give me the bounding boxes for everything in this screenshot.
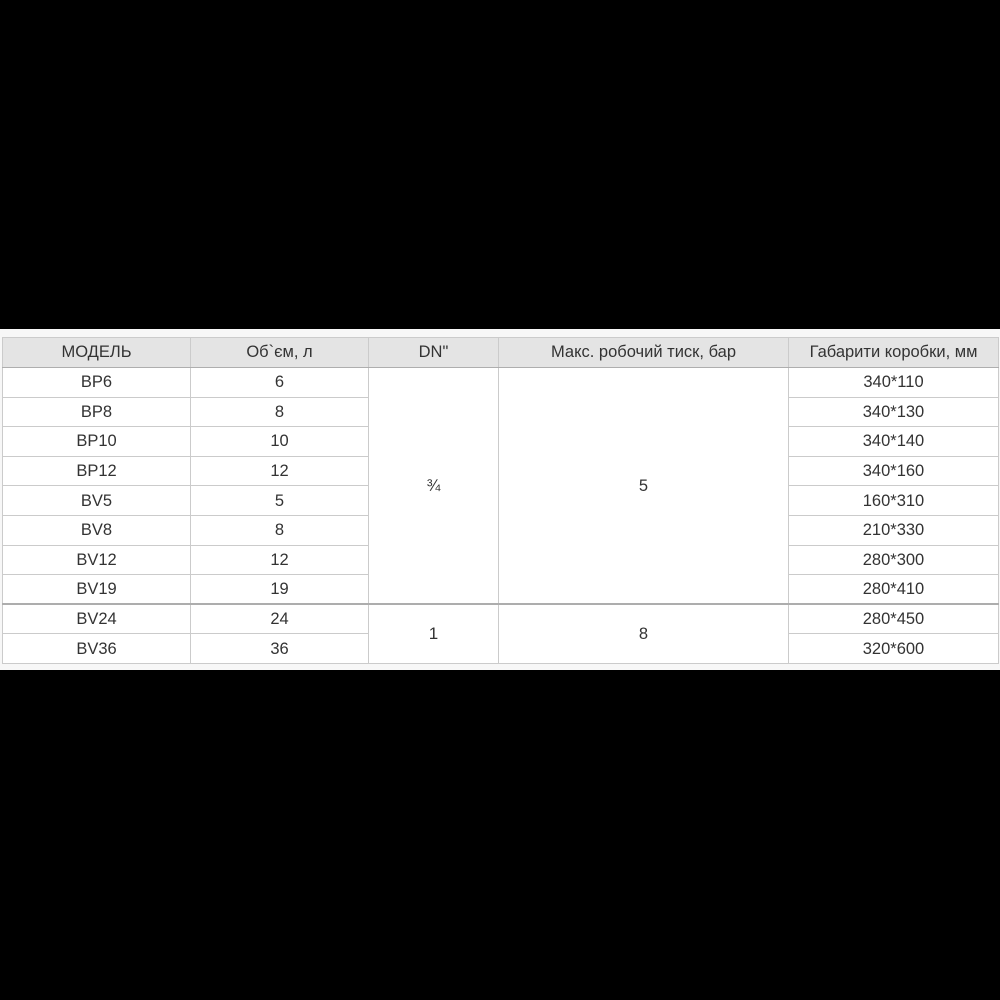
volume-cell: 5 xyxy=(191,486,369,516)
model-cell: BP8 xyxy=(3,397,191,427)
box-size-cell: 280*450 xyxy=(789,604,999,634)
model-cell: BP6 xyxy=(3,368,191,398)
table-body xyxy=(3,368,999,664)
box-size-cell: 320*600 xyxy=(789,634,999,664)
model-cell: BV36 xyxy=(3,634,191,664)
column-header-volume: Об`єм, л xyxy=(191,338,369,368)
volume-cell: 10 xyxy=(191,427,369,457)
volume-cell: 12 xyxy=(191,456,369,486)
column-header-dn: DN" xyxy=(369,338,499,368)
box-size-cell: 340*140 xyxy=(789,427,999,457)
column-header-pressure: Макс. робочий тиск, бар xyxy=(499,338,789,368)
model-cell: BP10 xyxy=(3,427,191,457)
model-cell: BV12 xyxy=(3,545,191,575)
box-size-cell: 280*300 xyxy=(789,545,999,575)
table-row xyxy=(3,604,999,634)
volume-cell: 8 xyxy=(191,397,369,427)
box-size-cell: 160*310 xyxy=(789,486,999,516)
pressure-merged-cell: 5 xyxy=(499,368,789,605)
volume-cell: 12 xyxy=(191,545,369,575)
box-size-cell: 210*330 xyxy=(789,515,999,545)
volume-cell: 24 xyxy=(191,604,369,634)
dn-merged-cell: ¾ xyxy=(369,368,499,605)
model-cell: BV19 xyxy=(3,575,191,605)
box-size-cell: 280*410 xyxy=(789,575,999,605)
model-cell: BV24 xyxy=(3,604,191,634)
column-header-box-size: Габарити коробки, мм xyxy=(789,338,999,368)
model-cell: BV8 xyxy=(3,515,191,545)
model-cell: BV5 xyxy=(3,486,191,516)
volume-cell: 36 xyxy=(191,634,369,664)
column-header-model: МОДЕЛЬ xyxy=(3,338,191,368)
specs-table xyxy=(2,337,999,664)
content-area xyxy=(0,329,1000,670)
box-size-cell: 340*160 xyxy=(789,456,999,486)
box-size-cell: 340*130 xyxy=(789,397,999,427)
box-size-cell: 340*110 xyxy=(789,368,999,398)
volume-cell: 8 xyxy=(191,515,369,545)
volume-cell: 6 xyxy=(191,368,369,398)
pressure-merged-cell: 8 xyxy=(499,604,789,663)
table-header xyxy=(3,338,999,368)
table-row xyxy=(3,368,999,398)
top-letterbox-bar xyxy=(0,0,1000,329)
bottom-letterbox-bar xyxy=(0,670,1000,1000)
dn-merged-cell: 1 xyxy=(369,604,499,663)
model-cell: BP12 xyxy=(3,456,191,486)
volume-cell: 19 xyxy=(191,575,369,605)
header-row xyxy=(3,338,999,368)
